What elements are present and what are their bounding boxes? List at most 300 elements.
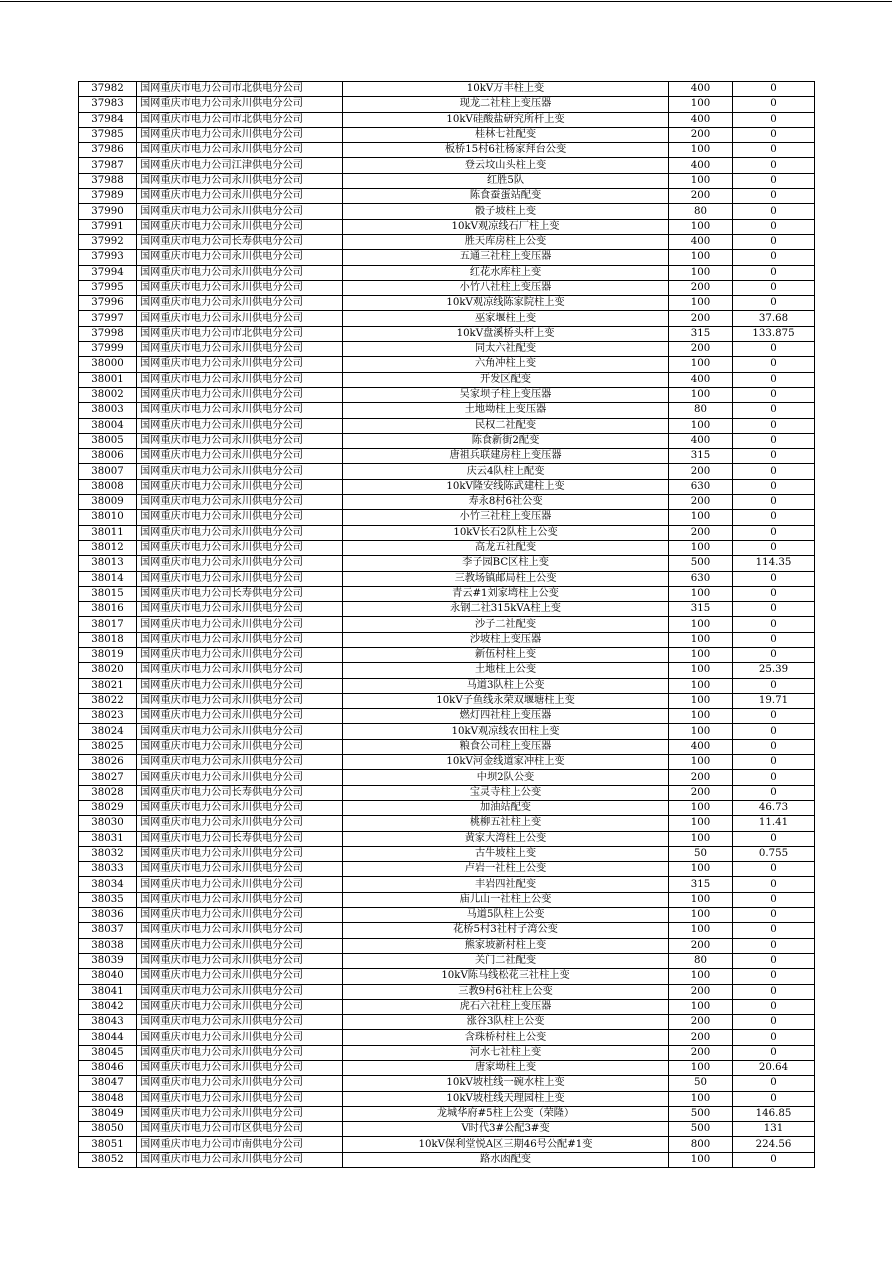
value-cell: 0 <box>733 571 815 586</box>
table-row <box>79 219 815 234</box>
table-row <box>79 204 815 219</box>
table-row <box>79 999 815 1014</box>
company-cell: 国网重庆市电力公司永川供电分公司 <box>137 571 343 586</box>
station-name-cell: 土地坳柱上变压器 <box>343 403 669 418</box>
row-id-cell: 38018 <box>79 632 137 647</box>
value-cell: 0 <box>733 387 815 402</box>
row-id-cell: 37987 <box>79 158 137 173</box>
row-id-cell: 38036 <box>79 908 137 923</box>
company-cell: 国网重庆市电力公司永川供电分公司 <box>137 525 343 540</box>
value-cell: 0 <box>733 525 815 540</box>
company-cell: 国网重庆市电力公司永川供电分公司 <box>137 923 343 938</box>
value-cell: 0 <box>733 234 815 249</box>
table-row <box>79 1015 815 1030</box>
value-cell: 0 <box>733 862 815 877</box>
company-cell: 国网重庆市电力公司永川供电分公司 <box>137 173 343 188</box>
capacity-cell: 100 <box>669 357 733 372</box>
table-row <box>79 663 815 678</box>
value-cell: 0 <box>733 127 815 142</box>
station-name-cell: 小竹八社柱上变压器 <box>343 280 669 295</box>
capacity-cell: 315 <box>669 326 733 341</box>
station-name-cell: 古牛坡柱上变 <box>343 846 669 861</box>
capacity-cell: 200 <box>669 525 733 540</box>
table-row <box>79 403 815 418</box>
station-name-cell: 黄家大湾柱上公变 <box>343 831 669 846</box>
row-id-cell: 38041 <box>79 984 137 999</box>
value-cell: 20.64 <box>733 1061 815 1076</box>
value-cell: 0 <box>733 923 815 938</box>
capacity-cell: 500 <box>669 1106 733 1121</box>
row-id-cell: 37994 <box>79 265 137 280</box>
station-name-cell: 10kV子鱼线永荣双堰塘柱上变 <box>343 693 669 708</box>
station-name-cell: 六角冲柱上变 <box>343 357 669 372</box>
value-cell: 0.755 <box>733 846 815 861</box>
capacity-cell: 100 <box>669 647 733 662</box>
top-rule <box>0 1 892 2</box>
value-cell: 0 <box>733 892 815 907</box>
station-name-cell: 小竹三社柱上变压器 <box>343 510 669 525</box>
value-cell: 0 <box>733 1076 815 1091</box>
table-row <box>79 831 815 846</box>
station-name-cell: 马道3队柱上公变 <box>343 678 669 693</box>
capacity-cell: 100 <box>669 755 733 770</box>
station-name-cell: 五通三社柱上变压器 <box>343 250 669 265</box>
row-id-cell: 38030 <box>79 816 137 831</box>
company-cell: 国网重庆市电力公司永川供电分公司 <box>137 296 343 311</box>
company-cell: 国网重庆市电力公司永川供电分公司 <box>137 1061 343 1076</box>
value-cell: 146.85 <box>733 1106 815 1121</box>
table-row <box>79 510 815 525</box>
table-row <box>79 189 815 204</box>
table-row <box>79 1152 815 1167</box>
row-id-cell: 38024 <box>79 724 137 739</box>
company-cell: 国网重庆市电力公司永川供电分公司 <box>137 953 343 968</box>
table-row <box>79 372 815 387</box>
station-name-cell: 骰子坡柱上变 <box>343 204 669 219</box>
company-cell: 国网重庆市电力公司永川供电分公司 <box>137 800 343 815</box>
capacity-cell: 100 <box>669 1061 733 1076</box>
station-name-cell: 10kV坡杜线天理园柱上变 <box>343 1091 669 1106</box>
station-name-cell: 登云坟山头柱上变 <box>343 158 669 173</box>
company-cell: 国网重庆市电力公司长寿供电分公司 <box>137 831 343 846</box>
capacity-cell: 80 <box>669 403 733 418</box>
capacity-cell: 50 <box>669 846 733 861</box>
row-id-cell: 38005 <box>79 433 137 448</box>
row-id-cell: 38008 <box>79 479 137 494</box>
value-cell: 0 <box>733 510 815 525</box>
row-id-cell: 38037 <box>79 923 137 938</box>
row-id-cell: 37993 <box>79 250 137 265</box>
capacity-cell: 100 <box>669 709 733 724</box>
value-cell: 0 <box>733 250 815 265</box>
company-cell: 国网重庆市电力公司永川供电分公司 <box>137 647 343 662</box>
row-id-cell: 38004 <box>79 418 137 433</box>
row-id-cell: 38026 <box>79 755 137 770</box>
capacity-cell: 100 <box>669 923 733 938</box>
station-name-cell: 10kV观凉线农田柱上变 <box>343 724 669 739</box>
table-row <box>79 250 815 265</box>
station-name-cell: 沙子二社配变 <box>343 617 669 632</box>
row-id-cell: 38019 <box>79 647 137 662</box>
table-row <box>79 1061 815 1076</box>
station-name-cell: 桃柳五社柱上变 <box>343 816 669 831</box>
value-cell: 0 <box>733 143 815 158</box>
station-name-cell: 陈食新街2配变 <box>343 433 669 448</box>
station-name-cell: 10kV陈马线松花三社柱上变 <box>343 969 669 984</box>
station-name-cell: 开发区配变 <box>343 372 669 387</box>
table-row <box>79 724 815 739</box>
value-cell: 0 <box>733 755 815 770</box>
value-cell: 0 <box>733 433 815 448</box>
company-cell: 国网重庆市电力公司永川供电分公司 <box>137 127 343 142</box>
table-row <box>79 1030 815 1045</box>
table-row <box>79 296 815 311</box>
company-cell: 国网重庆市电力公司永川供电分公司 <box>137 892 343 907</box>
capacity-cell: 400 <box>669 234 733 249</box>
company-cell: 国网重庆市电力公司永川供电分公司 <box>137 739 343 754</box>
row-id-cell: 38042 <box>79 999 137 1014</box>
station-name-cell: 10kV坡杜线一碗水柱上变 <box>343 1076 669 1091</box>
capacity-cell: 500 <box>669 1122 733 1137</box>
table-row <box>79 495 815 510</box>
table-row <box>79 311 815 326</box>
company-cell: 国网重庆市电力公司永川供电分公司 <box>137 1106 343 1121</box>
capacity-cell: 500 <box>669 556 733 571</box>
company-cell: 国网重庆市电力公司永川供电分公司 <box>137 418 343 433</box>
capacity-cell: 200 <box>669 311 733 326</box>
company-cell: 国网重庆市电力公司永川供电分公司 <box>137 632 343 647</box>
table-row <box>79 280 815 295</box>
row-id-cell: 38012 <box>79 540 137 555</box>
value-cell: 0 <box>733 1030 815 1045</box>
company-cell: 国网重庆市电力公司永川供电分公司 <box>137 280 343 295</box>
transformer-table <box>78 81 815 1168</box>
company-cell: 国网重庆市电力公司永川供电分公司 <box>137 357 343 372</box>
station-name-cell: 红胜5队 <box>343 173 669 188</box>
station-name-cell: 河水七社柱上变 <box>343 1045 669 1060</box>
table-row <box>79 892 815 907</box>
station-name-cell: 新伍村柱上变 <box>343 647 669 662</box>
capacity-cell: 100 <box>669 97 733 112</box>
value-cell: 131 <box>733 1122 815 1137</box>
company-cell: 国网重庆市电力公司永川供电分公司 <box>137 969 343 984</box>
company-cell: 国网重庆市电力公司永川供电分公司 <box>137 464 343 479</box>
value-cell: 0 <box>733 265 815 280</box>
value-cell: 0 <box>733 296 815 311</box>
value-cell: 0 <box>733 602 815 617</box>
row-id-cell: 37986 <box>79 143 137 158</box>
station-name-cell: 马道5队柱上公变 <box>343 908 669 923</box>
company-cell: 国网重庆市电力公司永川供电分公司 <box>137 816 343 831</box>
table-row <box>79 632 815 647</box>
capacity-cell: 100 <box>669 663 733 678</box>
row-id-cell: 38002 <box>79 387 137 402</box>
company-cell: 国网重庆市电力公司永川供电分公司 <box>137 1152 343 1167</box>
station-name-cell: 庙儿山一社柱上公变 <box>343 892 669 907</box>
capacity-cell: 200 <box>669 464 733 479</box>
station-name-cell: 熊家坡新村柱上变 <box>343 938 669 953</box>
capacity-cell: 100 <box>669 510 733 525</box>
table-row <box>79 571 815 586</box>
row-id-cell: 38040 <box>79 969 137 984</box>
capacity-cell: 100 <box>669 250 733 265</box>
station-name-cell: 加油站配变 <box>343 800 669 815</box>
station-name-cell: 同太六社配变 <box>343 342 669 357</box>
station-name-cell: 三教9村6社柱上公变 <box>343 984 669 999</box>
value-cell: 0 <box>733 1045 815 1060</box>
value-cell: 0 <box>733 709 815 724</box>
value-cell: 19.71 <box>733 693 815 708</box>
value-cell: 0 <box>733 97 815 112</box>
company-cell: 国网重庆市电力公司市北供电分公司 <box>137 82 343 97</box>
row-id-cell: 38031 <box>79 831 137 846</box>
table-row <box>79 449 815 464</box>
row-id-cell: 38021 <box>79 678 137 693</box>
value-cell: 0 <box>733 189 815 204</box>
capacity-cell: 200 <box>669 785 733 800</box>
value-cell: 0 <box>733 403 815 418</box>
station-name-cell: V时代3#公配3#变 <box>343 1122 669 1137</box>
station-name-cell: 10kV硅酸盐研究所杆上变 <box>343 112 669 127</box>
row-id-cell: 38025 <box>79 739 137 754</box>
row-id-cell: 38028 <box>79 785 137 800</box>
value-cell: 0 <box>733 219 815 234</box>
capacity-cell: 100 <box>669 1152 733 1167</box>
company-cell: 国网重庆市电力公司永川供电分公司 <box>137 479 343 494</box>
row-id-cell: 37985 <box>79 127 137 142</box>
table-row <box>79 540 815 555</box>
capacity-cell: 100 <box>669 969 733 984</box>
company-cell: 国网重庆市电力公司永川供电分公司 <box>137 693 343 708</box>
station-name-cell: 唐祖兵联建房柱上变压器 <box>343 449 669 464</box>
value-cell: 0 <box>733 158 815 173</box>
station-name-cell: 10kV观凉线石厂柱上变 <box>343 219 669 234</box>
capacity-cell: 100 <box>669 724 733 739</box>
table-row <box>79 97 815 112</box>
company-cell: 国网重庆市电力公司永川供电分公司 <box>137 250 343 265</box>
table-row <box>79 816 815 831</box>
station-name-cell: 丰岩四社配变 <box>343 877 669 892</box>
table-row <box>79 908 815 923</box>
table-row <box>79 846 815 861</box>
company-cell: 国网重庆市电力公司永川供电分公司 <box>137 556 343 571</box>
capacity-cell: 200 <box>669 770 733 785</box>
company-cell: 国网重庆市电力公司永川供电分公司 <box>137 862 343 877</box>
capacity-cell: 400 <box>669 158 733 173</box>
capacity-cell: 100 <box>669 632 733 647</box>
table-row <box>79 464 815 479</box>
company-cell: 国网重庆市电力公司永川供电分公司 <box>137 938 343 953</box>
company-cell: 国网重庆市电力公司永川供电分公司 <box>137 1076 343 1091</box>
capacity-cell: 200 <box>669 984 733 999</box>
company-cell: 国网重庆市电力公司市北供电分公司 <box>137 112 343 127</box>
row-id-cell: 37984 <box>79 112 137 127</box>
table-row <box>79 678 815 693</box>
company-cell: 国网重庆市电力公司永川供电分公司 <box>137 617 343 632</box>
station-name-cell: 民权二社配变 <box>343 418 669 433</box>
capacity-cell: 100 <box>669 265 733 280</box>
company-cell: 国网重庆市电力公司永川供电分公司 <box>137 189 343 204</box>
table-row <box>79 433 815 448</box>
row-id-cell: 37999 <box>79 342 137 357</box>
capacity-cell: 400 <box>669 739 733 754</box>
row-id-cell: 38047 <box>79 1076 137 1091</box>
row-id-cell: 38051 <box>79 1137 137 1152</box>
row-id-cell: 38003 <box>79 403 137 418</box>
company-cell: 国网重庆市电力公司永川供电分公司 <box>137 495 343 510</box>
company-cell: 国网重庆市电力公司长寿供电分公司 <box>137 785 343 800</box>
company-cell: 国网重庆市电力公司永川供电分公司 <box>137 709 343 724</box>
station-name-cell: 涨谷3队柱上公变 <box>343 1015 669 1030</box>
value-cell: 37.68 <box>733 311 815 326</box>
table-row <box>79 158 815 173</box>
station-name-cell: 巫家堰柱上变 <box>343 311 669 326</box>
row-id-cell: 38050 <box>79 1122 137 1137</box>
row-id-cell: 38043 <box>79 1015 137 1030</box>
row-id-cell: 38006 <box>79 449 137 464</box>
table-row <box>79 800 815 815</box>
company-cell: 国网重庆市电力公司永川供电分公司 <box>137 999 343 1014</box>
value-cell: 0 <box>733 632 815 647</box>
company-cell: 国网重庆市电力公司永川供电分公司 <box>137 449 343 464</box>
capacity-cell: 400 <box>669 112 733 127</box>
table-row <box>79 1106 815 1121</box>
value-cell: 0 <box>733 1091 815 1106</box>
station-name-cell: 10kV隆安线陈武建柱上变 <box>343 479 669 494</box>
capacity-cell: 100 <box>669 816 733 831</box>
company-cell: 国网重庆市电力公司永川供电分公司 <box>137 1015 343 1030</box>
table-row <box>79 938 815 953</box>
capacity-cell: 100 <box>669 617 733 632</box>
company-cell: 国网重庆市电力公司永川供电分公司 <box>137 1045 343 1060</box>
table-row <box>79 785 815 800</box>
row-id-cell: 37983 <box>79 97 137 112</box>
company-cell: 国网重庆市电力公司永川供电分公司 <box>137 143 343 158</box>
capacity-cell: 80 <box>669 204 733 219</box>
company-cell: 国网重庆市电力公司永川供电分公司 <box>137 846 343 861</box>
station-name-cell: 红花水库柱上变 <box>343 265 669 280</box>
table-row <box>79 984 815 999</box>
station-name-cell: 10kV长石2队柱上公变 <box>343 525 669 540</box>
company-cell: 国网重庆市电力公司永川供电分公司 <box>137 1091 343 1106</box>
station-name-cell: 沙坡柱上变压器 <box>343 632 669 647</box>
table-row <box>79 586 815 601</box>
table-row <box>79 969 815 984</box>
row-id-cell: 38044 <box>79 1030 137 1045</box>
capacity-cell: 630 <box>669 479 733 494</box>
row-id-cell: 38014 <box>79 571 137 586</box>
table-row <box>79 739 815 754</box>
capacity-cell: 315 <box>669 602 733 617</box>
row-id-cell: 38035 <box>79 892 137 907</box>
capacity-cell: 100 <box>669 678 733 693</box>
company-cell: 国网重庆市电力公司江津供电分公司 <box>137 158 343 173</box>
capacity-cell: 100 <box>669 908 733 923</box>
station-name-cell: 含珠桥村柱上公变 <box>343 1030 669 1045</box>
company-cell: 国网重庆市电力公司永川供电分公司 <box>137 372 343 387</box>
value-cell: 0 <box>733 969 815 984</box>
capacity-cell: 100 <box>669 219 733 234</box>
station-name-cell: 庆云4队柱上配变 <box>343 464 669 479</box>
company-cell: 国网重庆市电力公司永川供电分公司 <box>137 755 343 770</box>
company-cell: 国网重庆市电力公司永川供电分公司 <box>137 663 343 678</box>
value-cell: 46.73 <box>733 800 815 815</box>
table-row <box>79 1122 815 1137</box>
table-row <box>79 342 815 357</box>
capacity-cell: 800 <box>669 1137 733 1152</box>
company-cell: 国网重庆市电力公司永川供电分公司 <box>137 1030 343 1045</box>
station-name-cell: 粮食公司柱上变压器 <box>343 739 669 754</box>
company-cell: 国网重庆市电力公司永川供电分公司 <box>137 540 343 555</box>
row-id-cell: 38032 <box>79 846 137 861</box>
row-id-cell: 38001 <box>79 372 137 387</box>
capacity-cell: 100 <box>669 999 733 1014</box>
table-row <box>79 923 815 938</box>
capacity-cell: 200 <box>669 189 733 204</box>
station-name-cell: 寿永8村6社公变 <box>343 495 669 510</box>
station-name-cell: 路水凼配变 <box>343 1152 669 1167</box>
value-cell: 0 <box>733 831 815 846</box>
company-cell: 国网重庆市电力公司永川供电分公司 <box>137 510 343 525</box>
capacity-cell: 100 <box>669 1091 733 1106</box>
value-cell: 0 <box>733 938 815 953</box>
table-row <box>79 556 815 571</box>
row-id-cell: 37990 <box>79 204 137 219</box>
capacity-cell: 200 <box>669 1045 733 1060</box>
station-name-cell: 10kV万丰柱上变 <box>343 82 669 97</box>
value-cell: 0 <box>733 204 815 219</box>
company-cell: 国网重庆市电力公司永川供电分公司 <box>137 342 343 357</box>
table-row <box>79 479 815 494</box>
value-cell: 0 <box>733 112 815 127</box>
value-cell: 0 <box>733 770 815 785</box>
row-id-cell: 38038 <box>79 938 137 953</box>
capacity-cell: 80 <box>669 953 733 968</box>
row-id-cell: 38015 <box>79 586 137 601</box>
table-row <box>79 602 815 617</box>
capacity-cell: 100 <box>669 693 733 708</box>
row-id-cell: 38045 <box>79 1045 137 1060</box>
table-row <box>79 234 815 249</box>
row-id-cell: 38017 <box>79 617 137 632</box>
capacity-cell: 200 <box>669 280 733 295</box>
station-name-cell: 陈食蚕蛋站配变 <box>343 189 669 204</box>
capacity-cell: 100 <box>669 143 733 158</box>
value-cell: 0 <box>733 984 815 999</box>
company-cell: 国网重庆市电力公司永川供电分公司 <box>137 908 343 923</box>
table-row <box>79 1137 815 1152</box>
capacity-cell: 200 <box>669 342 733 357</box>
value-cell: 0 <box>733 908 815 923</box>
row-id-cell: 38010 <box>79 510 137 525</box>
row-id-cell: 38016 <box>79 602 137 617</box>
value-cell: 0 <box>733 495 815 510</box>
value-cell: 0 <box>733 540 815 555</box>
table-row <box>79 647 815 662</box>
capacity-cell: 100 <box>669 892 733 907</box>
row-id-cell: 37989 <box>79 189 137 204</box>
row-id-cell: 38049 <box>79 1106 137 1121</box>
station-name-cell: 青云#1刘家塆柱上公变 <box>343 586 669 601</box>
value-cell: 25.39 <box>733 663 815 678</box>
row-id-cell: 38023 <box>79 709 137 724</box>
value-cell: 0 <box>733 342 815 357</box>
table-row <box>79 143 815 158</box>
company-cell: 国网重庆市电力公司永川供电分公司 <box>137 678 343 693</box>
value-cell: 224.56 <box>733 1137 815 1152</box>
row-id-cell: 38046 <box>79 1061 137 1076</box>
company-cell: 国网重庆市电力公司永川供电分公司 <box>137 984 343 999</box>
